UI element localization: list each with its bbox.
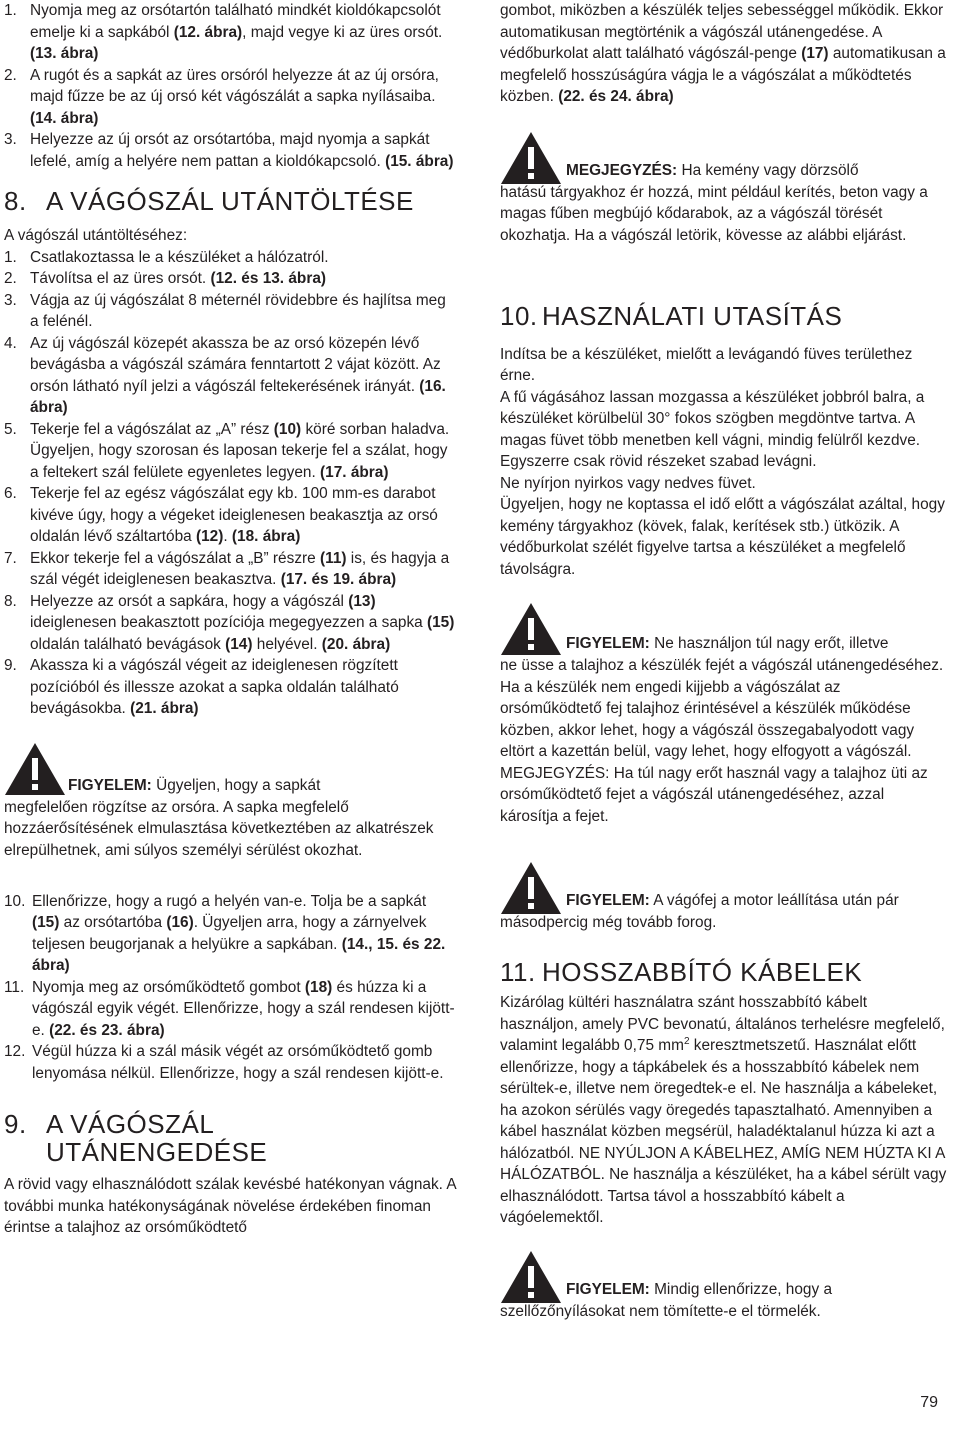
warning-body bbox=[500, 655, 946, 827]
superscript: 2 bbox=[683, 1035, 690, 1047]
figure-reference: (22. és 23. ábra) bbox=[49, 1021, 165, 1039]
list-item-number: 7. bbox=[4, 549, 17, 567]
figure-reference: (15) bbox=[427, 614, 455, 631]
section-11-text-part2: keresztmetszetű. Használat előtt ellenőrizze, hogy a tápkábelek és a hosszabbító kábelek nem sérültek-e, illetve nem öregedtek-e el. Ne használja a kábeleket, ha azokon sérülés vagy öregedés tapasztalható. Amennyiben a kábel használat közben megsérül, haladéktalanul húzza ki azt a hálózatból. NE NYÚLJON A KÁBELHEZ, AMÍG NEM HÚZTA KI A HÁLÓZATBÓL. Ne használja a készüléket, ha a kábel sérült vagy elhasználódott. Tartsa távol a hosszabbító kábelt a vágóelemektől. bbox=[500, 1037, 947, 1226]
list-item bbox=[4, 655, 456, 720]
warning-block-3 bbox=[500, 860, 948, 946]
list-item-text: Távolítsa el az üres orsót. (12. és 13. ábra) bbox=[30, 270, 326, 287]
list-item-number: 2. bbox=[4, 66, 17, 84]
figure-reference: (20. ábra) bbox=[321, 635, 391, 653]
list-item-number: 12. bbox=[4, 1043, 26, 1060]
list-item bbox=[4, 483, 456, 548]
right-column bbox=[500, 0, 948, 1329]
steps-list-3 bbox=[4, 891, 456, 1085]
warning-body: megfelelően rögzítse az orsóra. A sapka megfelelő hozzáerősítésének elmulasztása következtében az alkatrészek elrepülhetnek, ami súlyos személyi sérülést okozhat. bbox=[4, 798, 434, 859]
figure-reference: (13. ábra) bbox=[30, 45, 99, 62]
paragraph: Indítsa be a készüléket, mielőtt a levágandó füves területhez érne. bbox=[500, 345, 913, 384]
list-item-text: Csatlakoztassa le a készüléket a hálózatról. bbox=[30, 248, 329, 266]
warning-block-2 bbox=[500, 601, 948, 839]
list-item bbox=[4, 977, 456, 1042]
list-item-text: Az új vágószál közepét akassza be az orsó közepén lévő bevágásba a vágószál számára fenntartott 2 vájat között. Az orsón látható nyíl jelzi a vágószál feltekerésének irányát. (16. ábra) bbox=[30, 334, 446, 416]
list-item-number: 3. bbox=[4, 131, 17, 148]
warning-text: Mindig ellenőrizze, hogy a bbox=[649, 1280, 833, 1298]
continued-text: gombot, miközben a készülék teljes sebességgel működik. Ekkor automatikusan megtörténik a vágószál utánengedése. A védőburkolat alatt található vágószál-penge (17) automatikusan a megfelelő hosszúságúra vágja le a vágószálat a működtetés közben. (22. és 24. ábra) bbox=[500, 2, 946, 105]
list-item-text: Nyomja meg az orsótartón található mindkét kioldókapcsolót emelje ki a sapkából (12. ábra), majd vegye ki az üres orsót. (13. ábra) bbox=[30, 2, 443, 62]
section-11-text bbox=[500, 992, 948, 1229]
list-item-text: Tekerje fel a vágószálat az „A” rész (10) köré sorban haladva. Ügyeljen, hogy szorosan és laposan tekerje fel a szálat, hogy a feltekert szál felülete egyenletes legyen. (17. ábra) bbox=[30, 420, 450, 481]
section-title-line-2: UTÁNENGEDÉSE bbox=[46, 1137, 268, 1167]
warning-first-line bbox=[566, 890, 950, 912]
figure-reference: (18) bbox=[304, 978, 333, 996]
warning-label: FIGYELEM: bbox=[566, 892, 650, 909]
list-item bbox=[4, 591, 456, 656]
figure-reference: (14., 15. és 22. ábra) bbox=[32, 935, 446, 974]
steps-list-1 bbox=[4, 0, 456, 172]
section-9-heading bbox=[4, 1110, 456, 1166]
figure-reference: (18. ábra) bbox=[231, 528, 301, 545]
steps-list-2 bbox=[4, 247, 456, 720]
paragraph: Ne nyírjon nyirkos vagy nedves füvet. bbox=[500, 474, 756, 492]
list-item-text: Helyezze az új orsót az orsótartóba, majd nyomja a sapkát lefelé, amíg a helyére nem pattan a kioldókapcsoló. (15. ábra) bbox=[30, 131, 454, 170]
list-item bbox=[4, 333, 456, 419]
figure-reference: (10) bbox=[273, 420, 302, 438]
warning-label: FIGYELEM: bbox=[566, 635, 650, 652]
section-number: 11. bbox=[500, 957, 536, 987]
section-number: 8. bbox=[4, 186, 27, 216]
warning-label: FIGYELEM: bbox=[68, 776, 152, 794]
figure-reference: (14. ábra) bbox=[30, 109, 99, 127]
warning-text: Ne használjon túl nagy erőt, illetve bbox=[649, 635, 889, 652]
paragraph: A fű vágásához lassan mozgassa a készüléket jobbról balra, a készüléket körülbelül 30° fokos szögben megdöntve tartva. A magas füvet több menetben kell vágni, mindig felülről kezdve. Egyszerre csak rövid részeket szabad levágni. bbox=[500, 388, 925, 470]
list-item-text: Helyezze az orsót a sapkára, hogy a vágószál (13) ideiglenesen beakasztott pozíciója megegyezzen a sapka (15) oldalán található bevágások (14) helyével. (20. ábra) bbox=[30, 592, 455, 653]
list-item bbox=[4, 247, 456, 269]
note-text: Ha kemény vagy dörzsölő bbox=[677, 161, 859, 179]
figure-reference: (21. ábra) bbox=[130, 700, 199, 717]
note-label: MEGJEGYZÉS: bbox=[566, 161, 678, 179]
list-item-text: Ekkor tekerje fel a vágószálat a „B” részre (11) is, és hagyja a szál végét ideiglenesen beakasztva. (17. és 19. ábra) bbox=[30, 549, 450, 588]
list-item bbox=[4, 129, 456, 172]
figure-reference: (12. ábra) bbox=[173, 23, 243, 41]
list-item bbox=[4, 891, 456, 977]
list-item-text: Akassza ki a vágószál végeit az ideiglenesen rögzített pozícióból és illessze azokat a sapka oldalán található bevágásokba. (21. ábra) bbox=[30, 657, 399, 717]
figure-reference: (11) bbox=[319, 549, 347, 567]
list-item-text: Nyomja meg az orsóműködtető gombot (18) és húzza ki a vágószál egyik végét. Ellenőrizze, hogy a szál rendesen kijött-e. (22. és 23. ábra) bbox=[32, 978, 455, 1039]
note-first-line bbox=[566, 160, 946, 182]
warning-body-text: ne üsse a talajhoz a készülék fejét a vágószál utánengedéséhez. Ha a készülék nem engedi kijjebb a vágószálat az orsóműködtető fej talajhoz érintésével a készülék működése közben, akkor lehet, hogy a vágószál összegabalyodott vagy eltört a kazettán belül, vagy lehet, hogy elfogyott a vágószál. bbox=[500, 657, 944, 760]
section-title: HASZNÁLATI UTASÍTÁS bbox=[542, 300, 843, 331]
list-item bbox=[4, 290, 456, 333]
warning-triangle-icon bbox=[500, 130, 562, 185]
section-10-heading bbox=[500, 302, 948, 330]
warning-note: MEGJEGYZÉS: Ha túl nagy erőt használ vagy a talajhoz üti az orsóműködtető fejet a vágószál utánengedéséhez, azzal károsítja a fejet. bbox=[500, 764, 928, 825]
figure-reference: (17. ábra) bbox=[320, 463, 389, 481]
left-column bbox=[4, 0, 456, 1239]
page-number: 79 bbox=[920, 1394, 938, 1411]
paragraph: Ügyeljen, hogy ne koptassa el idő előtt a vágószálat azáltal, hogy kemény tárgyakhoz (kövek, falak, kerítések stb.) ütközik. A védőburkolat szélét figyelve tartsa a készüléket a megfelelő távolságra. bbox=[500, 496, 945, 578]
section-10-text bbox=[500, 344, 948, 581]
section-number: 9. bbox=[4, 1109, 27, 1139]
list-item-number: 3. bbox=[4, 291, 17, 309]
figure-reference: (15) bbox=[32, 914, 60, 931]
list-item-number: 6. bbox=[4, 485, 17, 502]
warning-label: FIGYELEM: bbox=[566, 1280, 650, 1298]
list-item-number: 10. bbox=[4, 892, 26, 910]
list-item bbox=[4, 268, 456, 290]
section-8-intro: A vágószál utántöltéséhez: bbox=[4, 227, 188, 244]
figure-reference: (12. és 13. ábra) bbox=[210, 270, 326, 287]
list-item-number: 9. bbox=[4, 657, 17, 674]
figure-reference: (16. ábra) bbox=[30, 377, 446, 416]
section-number: 10. bbox=[500, 300, 538, 331]
note-block bbox=[500, 130, 948, 244]
warning-triangle-icon bbox=[4, 741, 66, 796]
list-item-number: 1. bbox=[4, 2, 17, 19]
section-11-heading bbox=[500, 958, 948, 986]
figure-reference: (17) bbox=[801, 45, 829, 62]
figure-reference: (16) bbox=[166, 914, 194, 931]
figure-reference: (14) bbox=[225, 635, 253, 653]
list-item-text: Tekerje fel az egész vágószálat egy kb. 100 mm-es darabot kivéve úgy, hogy a végeket ideiglenesen beakasztja az orsó oldalán lévő száltartóba (12). (18. ábra) bbox=[30, 485, 438, 545]
list-item bbox=[4, 548, 456, 591]
list-item-number: 1. bbox=[4, 248, 17, 266]
section-title-line-1: A VÁGÓSZÁL bbox=[46, 1109, 215, 1139]
warning-first-line bbox=[566, 1279, 946, 1301]
warning-block-1 bbox=[4, 741, 456, 891]
list-item bbox=[4, 1041, 456, 1084]
list-item-number: 5. bbox=[4, 420, 17, 438]
warning-first-line bbox=[566, 633, 946, 655]
warning-text: Ügyeljen, hogy a sapkát bbox=[151, 776, 321, 794]
figure-reference: (15. ábra) bbox=[385, 152, 454, 170]
section-11-text-part1: Kizárólag kültéri használatra szánt hosszabbító kábelt használjon, amely PVC bevonatú, általános terhelésre megfelelő, valamint legalább 0,75 mm bbox=[500, 994, 945, 1054]
list-item-text: Ellenőrizze, hogy a rugó a helyén van-e. Tolja be a sapkát (15) az orsótartóba (16). Ügyeljen arra, hogy a zárnyelvek teljesen beugorjanak a helyükre a sapkában. (14., 15. és 22. ábra) bbox=[32, 892, 446, 974]
section-title: A VÁGÓSZÁL UTÁNTÖLTÉSE bbox=[46, 186, 414, 216]
figure-reference: (22. és 24. ábra) bbox=[558, 88, 674, 105]
list-item-number: 8. bbox=[4, 592, 17, 610]
section-9-text: A rövid vagy elhasználódott szálak kevésbé hatékonyan vágnak. A további munka hatékonyságának növelése érdekében finoman érintse a talajhoz az orsóműködtető bbox=[4, 1176, 456, 1236]
warning-body: másodpercig még tovább forog. bbox=[500, 914, 717, 931]
list-item-text: A rugót és a sapkát az üres orsóról helyezze át az új orsóra, majd fűzze be az új orsó két vágószálát a sapka nyílásaiba. (14. ábra) bbox=[30, 66, 439, 127]
list-item-number: 11. bbox=[4, 978, 25, 996]
figure-reference: (13) bbox=[348, 592, 376, 610]
warning-triangle-icon bbox=[500, 1249, 562, 1304]
figure-reference: (12) bbox=[195, 528, 224, 545]
figure-reference: (17. és 19. ábra) bbox=[280, 571, 397, 588]
list-item bbox=[4, 419, 456, 484]
warning-body: szellőzőnyílásokat nem tömítette-e el törmelék. bbox=[500, 1302, 821, 1320]
warning-triangle-icon bbox=[500, 860, 562, 915]
warning-block-4 bbox=[500, 1249, 948, 1329]
list-item-number: 2. bbox=[4, 270, 17, 287]
list-item bbox=[4, 0, 456, 65]
list-item-text: Végül húzza ki a szál másik végét az orsóműködtető gomb lenyomása nélkül. Ellenőrizze, hogy a szál rendesen kijött-e. bbox=[32, 1043, 444, 1082]
section-8-heading bbox=[4, 186, 456, 216]
warning-text: A vágófej a motor leállítása után pár bbox=[649, 892, 899, 909]
list-item bbox=[4, 65, 456, 130]
list-item-number: 4. bbox=[4, 334, 17, 352]
section-title: HOSSZABBÍTÓ KÁBELEK bbox=[542, 957, 863, 987]
warning-first-line bbox=[68, 775, 458, 797]
list-item-text: Vágja az új vágószálat 8 méternél rövidebbre és hajlítsa meg a felénél. bbox=[30, 291, 446, 330]
note-body: hatású tárgyakhoz ér hozzá, mint például kerítés, beton vagy a magas fűben megbújó kődarabok, az a vágószál törését okozhatja. Ha a vágószál letörik, kövesse az alábbi eljárást. bbox=[500, 183, 928, 244]
warning-triangle-icon bbox=[500, 601, 562, 656]
